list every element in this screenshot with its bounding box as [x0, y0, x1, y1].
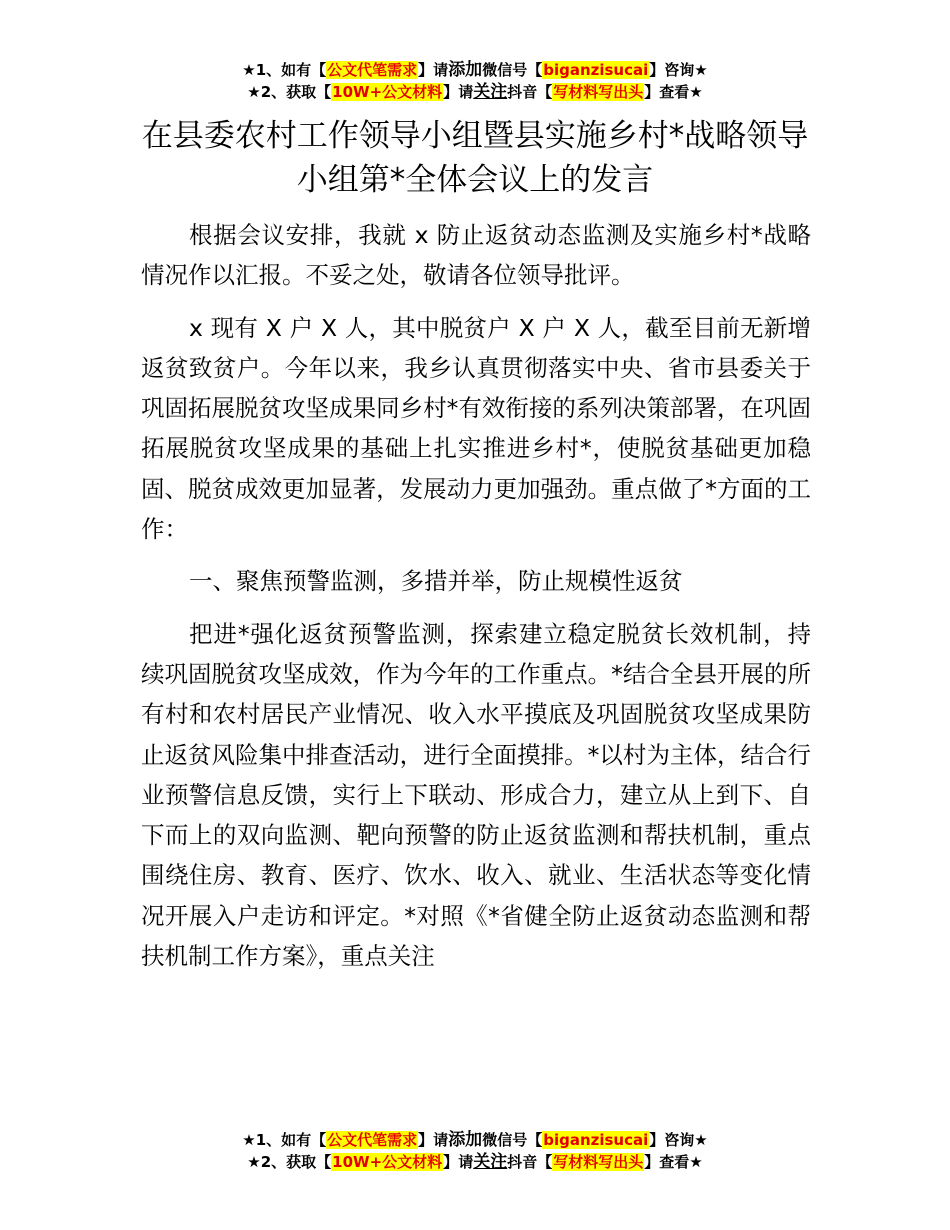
- banner-highlight: biganzisucai: [543, 1131, 649, 1149]
- banner-highlight: 写材料写出头: [553, 1153, 644, 1171]
- banner-bracket: 【: [537, 1153, 553, 1171]
- banner-highlight: 公文代笔需求: [327, 61, 418, 79]
- banner-text: 请: [433, 61, 449, 79]
- banner-text: 抖音: [507, 83, 538, 101]
- banner-highlight: 写材料写出头: [553, 83, 644, 101]
- banner-text: 咨询★: [664, 1131, 708, 1149]
- banner-bracket: 】: [644, 83, 660, 101]
- banner-bracket: 【: [527, 61, 543, 79]
- star-icon: ★: [247, 83, 261, 101]
- banner-line-2: [0, 81, 950, 103]
- banner-highlight: 10W+公文材料: [332, 83, 443, 101]
- banner-text: 2、获取: [260, 83, 317, 101]
- banner-text: 请: [433, 1131, 449, 1149]
- banner-text: 1、如有: [255, 61, 312, 79]
- banner-bracket: 【: [316, 1153, 332, 1171]
- banner-bracket: 【: [316, 83, 332, 101]
- banner-bracket: 】: [644, 1153, 660, 1171]
- banner-text: 抖音: [507, 1153, 538, 1171]
- star-icon: ★: [247, 1153, 261, 1171]
- banner-line-1: [0, 59, 950, 81]
- document-title: 在县委农村工作领导小组暨县实施乡村*战略领导小组第*全体会议上的发言: [141, 118, 809, 198]
- section-heading: 一、聚焦预警监测，多措并举，防止规模性返贫: [189, 567, 683, 596]
- banner-emphasis: 关注: [473, 1152, 508, 1172]
- banner-text: 请: [458, 1153, 474, 1171]
- banner-bracket: 】: [443, 83, 459, 101]
- banner-emphasis: 添加: [448, 1130, 483, 1150]
- banner-bracket: 【: [311, 61, 327, 79]
- banner-bracket: 】: [649, 61, 665, 79]
- banner-line-1: [0, 1129, 950, 1151]
- banner-bracket: 【: [527, 1131, 543, 1149]
- header-banner: [0, 59, 950, 103]
- banner-bracket: 】: [649, 1131, 665, 1149]
- banner-text: 查看★: [659, 83, 703, 101]
- banner-bracket: 【: [311, 1131, 327, 1149]
- document-body: [141, 215, 811, 988]
- banner-text: 请: [458, 83, 474, 101]
- banner-text: 1、如有: [255, 1131, 312, 1149]
- paragraph-section-body: 把进*强化返贫预警监测，探索建立稳定脱贫长效机制，持续巩固脱贫攻坚成效，作为今年的工作重点。*结合全县开展的所有村和农村居民产业情况、收入水平摸底及巩固脱贫攻坚成果防止返贫风险集中排查活动，进行全面摸排。*以村为主体，结合行业预警信息反馈，实行上下联动、形成合力，建立从上到下、自下而上的双向监测、靶向预警的防止返贫监测和帮扶机制，重点围绕住房、教育、医疗、饮水、收入、就业、生活状态等变化情况开展入户走访和评定。*对照《*省健全防止返贫动态监测和帮扶机制工作方案》，重点关注: [141, 619, 811, 971]
- banner-line-2: [0, 1151, 950, 1173]
- banner-highlight: biganzisucai: [543, 61, 649, 79]
- banner-bracket: 【: [537, 83, 553, 101]
- banner-emphasis: 关注: [473, 82, 508, 102]
- banner-bracket: 】: [418, 1131, 434, 1149]
- banner-text: 2、获取: [260, 1153, 317, 1171]
- banner-text: 咨询★: [664, 61, 708, 79]
- banner-highlight: 10W+公文材料: [332, 1153, 443, 1171]
- banner-bracket: 】: [443, 1153, 459, 1171]
- banner-text: 查看★: [659, 1153, 703, 1171]
- star-icon: ★: [242, 1131, 256, 1149]
- paragraph-overview: x 现有 X 户 X 人，其中脱贫户 X 户 X 人，截至目前无新增返贫致贫户。今年以来，我乡认真贯彻落实中央、省市县委关于巩固拓展脱贫攻坚成果同乡村*有效衔接的系列决策部署，在巩固拓展脱贫攻坚成果的基础上扎实推进乡村*，使脱贫基础更加稳固、脱贫成效更加显著，发展动力更加强劲。重点做了*方面的工作：: [141, 313, 811, 544]
- star-icon: ★: [242, 61, 256, 79]
- banner-text: 微信号: [482, 1131, 528, 1149]
- banner-bracket: 】: [418, 61, 434, 79]
- footer-banner: [0, 1129, 950, 1173]
- paragraph-intro: 根据会议安排，我就 x 防止返贫动态监测及实施乡村*战略情况作以汇报。不妥之处，敬请各位领导批评。: [141, 221, 811, 290]
- banner-highlight: 公文代笔需求: [327, 1131, 418, 1149]
- banner-text: 微信号: [482, 61, 528, 79]
- banner-emphasis: 添加: [448, 60, 483, 80]
